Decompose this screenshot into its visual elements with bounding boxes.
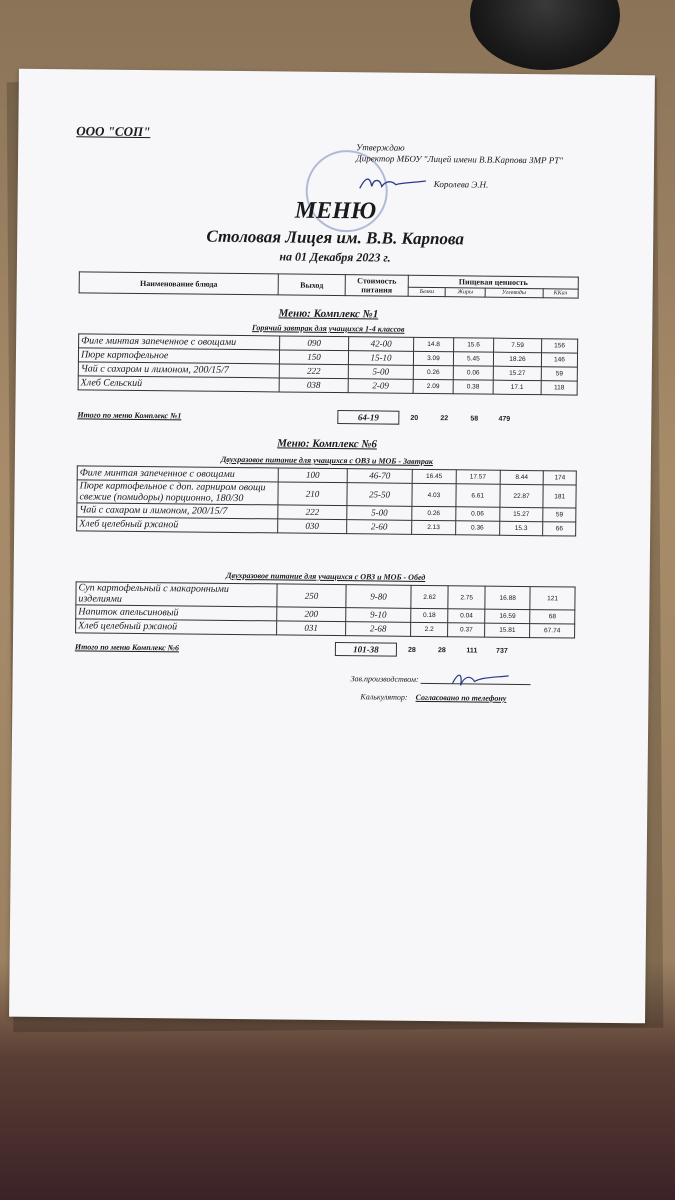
complex6-total-carbs: 111 [466,646,478,655]
producer-signature-icon [451,671,511,688]
complex6-total [75,639,575,658]
dish-fat: 6.61 [456,484,500,507]
dish-output: 222 [278,505,347,520]
complex1-total [77,407,577,426]
dish-name: Чай с сахаром и лимоном, 200/15/7 [78,362,279,378]
col-kcal: ККал [543,289,579,298]
dish-protein: 16.45 [412,469,456,483]
col-carbs: Углеводы [485,288,543,298]
complex6-total-label: Итого по меню Комплекс №6 [74,641,180,652]
approval-line-1: Утверждаю [356,142,405,153]
dish-protein: 2.09 [413,379,453,393]
dish-output: 210 [278,482,347,506]
dish-fat: 0.36 [455,521,499,535]
dish-kcal: 67.74 [530,624,575,638]
producer-line [351,670,531,685]
dish-protein: 3.09 [413,351,453,365]
dish-carbs: 15.81 [485,623,530,637]
dish-output: 030 [278,519,347,534]
dish-fat: 0.38 [453,380,493,394]
dish-kcal: 118 [541,381,577,395]
computer-mouse [470,0,620,70]
dish-kcal: 121 [530,587,575,610]
dish-protein: 0.26 [412,506,456,520]
dish-kcal: 68 [530,610,575,624]
dish-cost: 9-10 [346,608,411,623]
dish-carbs: 8.44 [500,470,544,484]
director-signature-icon [356,174,428,193]
page-title: МЕНЮ [294,197,377,225]
dish-carbs: 16.59 [485,609,530,623]
dish-fat: 0.37 [448,623,485,637]
dish-protein: 4.03 [412,483,456,506]
dish-name: Пюре картофельное [78,348,279,364]
col-name: Наименование блюда [79,272,278,295]
dish-carbs: 15.3 [499,521,543,535]
dish-protein: 2.62 [411,585,448,608]
dish-output: 100 [278,468,347,483]
complex1-total-fat: 22 [440,414,449,422]
dish-fat: 0.06 [456,507,500,521]
dish-carbs: 7.59 [493,338,541,353]
dish-protein: 2.2 [411,622,448,636]
complex6-breakfast-table [76,465,577,536]
col-protein: Белки [408,287,445,296]
complex1-meal-title: Горячий завтрак для учащихся 1-4 классов [251,323,405,334]
dish-fat: 17.57 [456,470,500,484]
complex6-lunch-table [75,581,576,638]
dish-cost: 2-68 [346,622,411,637]
dish-output: 200 [277,607,346,622]
complex1-title: Меню: Комплекс №1 [278,307,379,321]
calculator-value: Согласовано по телефону [415,692,507,703]
dish-kcal: 59 [541,367,577,381]
complex6-lunch-rows [76,582,576,638]
complex1-total-cost: 64-19 [337,410,399,425]
dish-output: 222 [279,364,348,379]
dish-fat: 5.45 [453,352,493,366]
organization-name: ООО "СОП" [76,123,151,140]
dish-cost: 5-00 [348,365,413,380]
dish-name: Пюре картофельное с доп. гарниром овощи свежие (помидоры) порционно, 180/30 [77,480,278,505]
dish-carbs: 17.1 [493,380,541,395]
dish-carbs: 22.87 [499,484,543,507]
complex1-total-kcal: 479 [498,415,511,423]
dish-cost: 42-00 [349,337,414,352]
dish-name: Напиток апельсиновый [76,605,277,621]
approval-name: Королева Э.Н. [433,178,489,190]
dish-output: 031 [277,621,346,636]
dish-name: Филе минтая запеченное с овощами [77,466,278,482]
col-nutrition: Пищевая ценность [408,275,578,289]
complex6-total-protein: 28 [407,646,416,654]
producer-signature-line [421,671,531,685]
complex6-meal2-title: Двухразовое питание для учащихся с ОВЗ и МОБ - Обед [226,570,426,582]
dish-kcal: 66 [543,522,576,536]
dish-protein: 0.18 [411,608,448,622]
dish-cost: 15-10 [348,351,413,366]
col-cost: Стоимость питания [345,275,408,297]
complex1-rows [78,334,578,395]
approval-block [356,142,597,195]
complex6-title: Меню: Комплекс №6 [277,437,377,451]
dish-cost: 25-50 [347,483,412,507]
complex1-total-label: Итого по меню Комплекс №1 [77,409,182,420]
dish-output: 150 [279,350,348,365]
dish-cost: 5-00 [347,506,412,521]
page-date: на 01 Декабря 2023 г. [279,249,391,265]
dish-kcal: 181 [543,485,576,508]
dish-cost: 9-80 [346,585,411,609]
dish-kcal: 59 [543,508,576,522]
dish-cost: 46-70 [347,469,412,484]
dish-protein: 0.26 [413,365,453,379]
complex6-breakfast-rows [77,466,577,536]
dish-fat: 2.75 [448,586,485,609]
menu-sheet [9,69,655,1024]
page-subtitle: Столовая Лицея им. В.В. Карпова [206,226,465,249]
dish-protein: 14.8 [414,337,454,351]
dish-protein: 2.13 [412,520,456,534]
dish-kcal: 174 [543,471,576,485]
dish-fat: 0.06 [453,366,493,380]
dish-output: 038 [279,378,348,393]
complex6-total-fat: 28 [437,646,446,654]
approval-line-2: Директор МБОУ "Лицей имени В.В.Карпова ЗМР РТ" [356,153,564,166]
table-header [79,271,579,298]
complex6-total-cost: 101-38 [335,642,397,657]
dish-name: Чай с сахаром и лимоном, 200/15/7 [77,503,278,519]
complex1-table [78,333,579,395]
dish-carbs: 15.27 [499,507,543,521]
dish-fat: 15.6 [453,338,493,352]
dish-carbs: 15.27 [493,366,541,381]
dish-name: Суп картофельный с макаронными изделиями [76,582,277,607]
dish-cost: 2-09 [348,379,413,394]
dish-kcal: 156 [542,339,578,353]
dish-name: Хлеб Сельский [78,376,279,392]
dish-carbs: 18.26 [493,352,541,367]
dish-name: Хлеб целебный ржаной [77,517,278,533]
complex6-total-kcal: 737 [496,647,508,655]
producer-label: Зав.производством: [350,674,419,684]
dish-kcal: 146 [541,353,577,367]
dish-name: Хлеб целебный ржаной [76,619,277,635]
complex1-total-protein: 20 [410,414,419,422]
complex6-meal1-title: Двухразовое питание для учащихся с ОВЗ и МОБ - Завтрак [220,454,433,467]
dish-name: Филе минтая запеченное с овощами [79,334,280,350]
dish-output: 250 [277,584,346,608]
col-output: Выход [278,274,345,296]
dish-fat: 0.04 [448,609,485,623]
complex1-total-carbs: 58 [470,414,479,423]
col-fat: Жиры [445,288,485,297]
dish-cost: 2-60 [347,520,412,535]
calculator-line [360,692,506,703]
dish-output: 090 [280,336,349,351]
dish-carbs: 16.88 [485,586,530,609]
calculator-label: Калькулятор: [360,692,408,702]
